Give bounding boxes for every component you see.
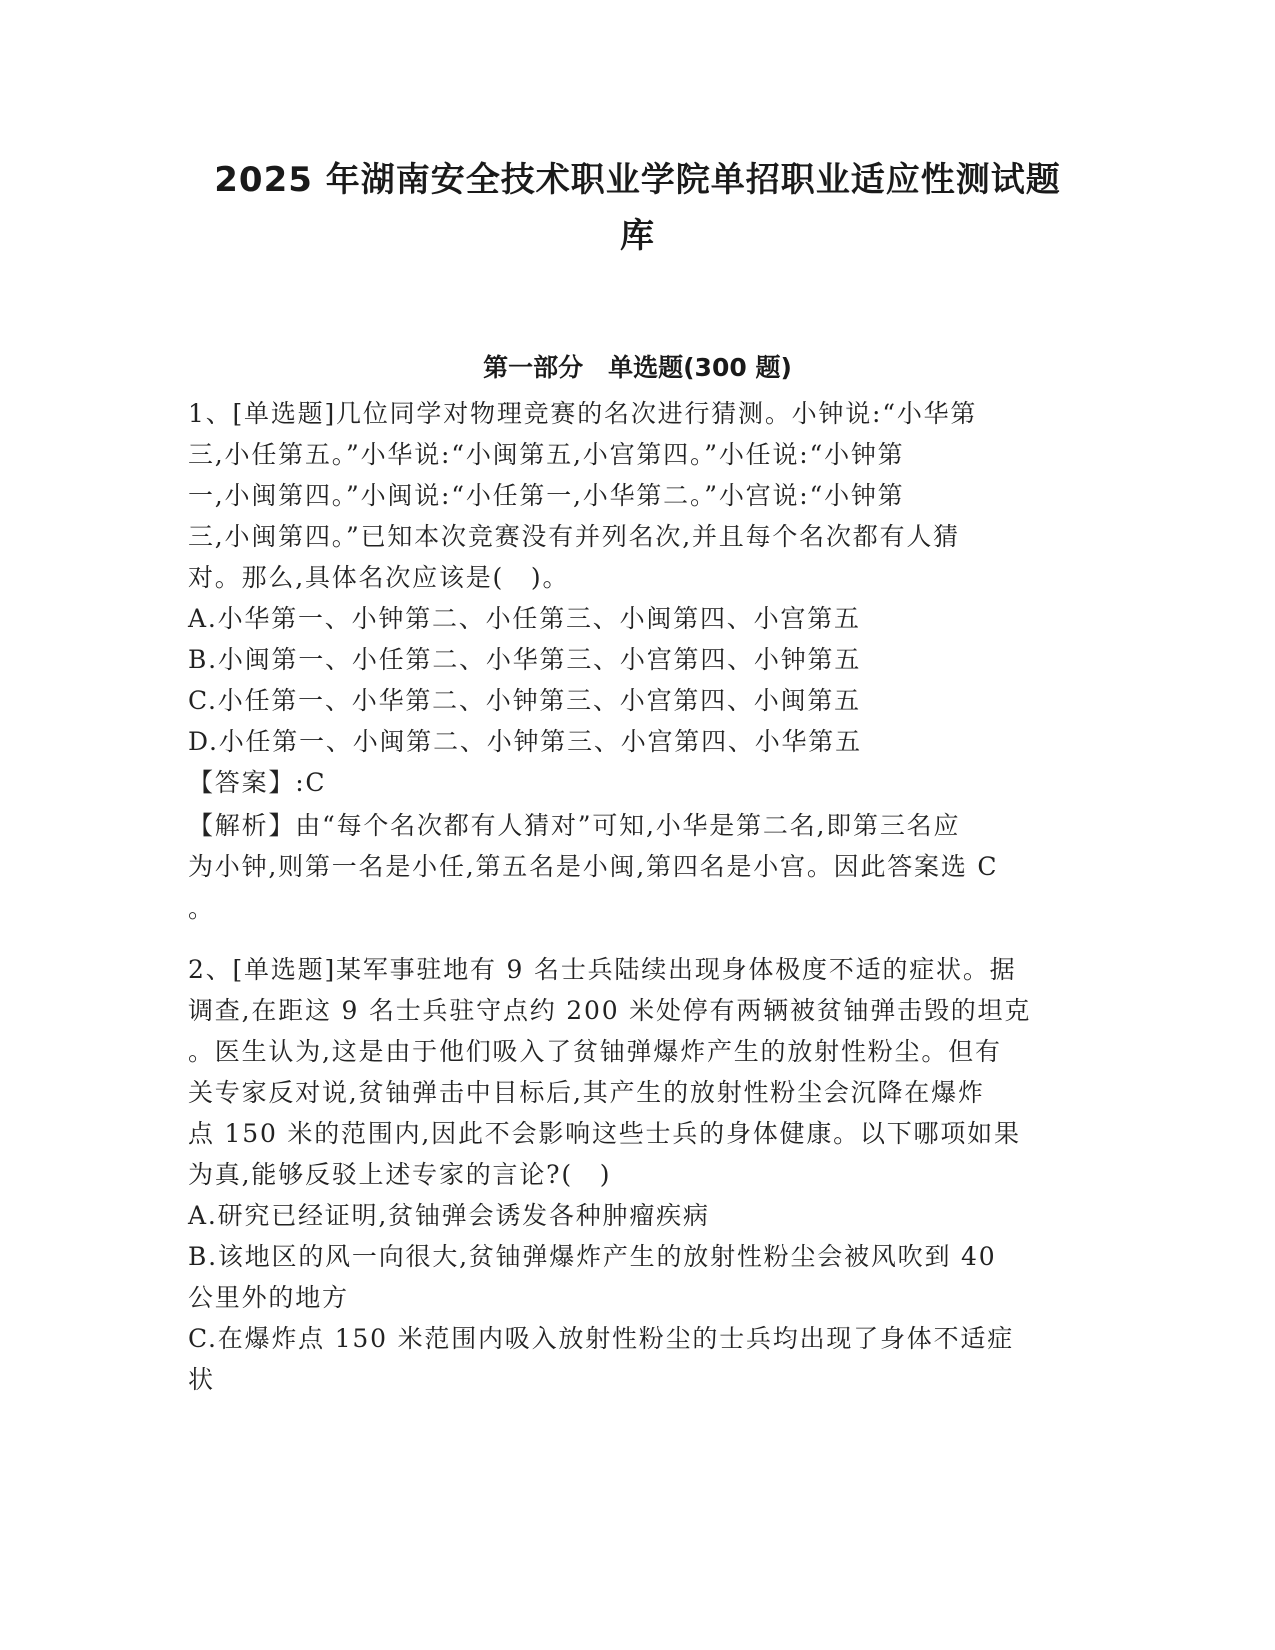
question-1-analysis-line-3: 。: [188, 894, 215, 923]
document-title-line-1: 2025 年湖南安全技术职业学院单招职业适应性测试题: [214, 160, 1061, 200]
question-1-analysis-line-2: 为小钟,则第一名是小任,第五名是小闽,第四名是小宫。因此答案选 C: [188, 852, 999, 881]
question-1-answer: 【答案】:C: [188, 768, 327, 797]
question-2-stem-line-6: 为真,能够反驳上述专家的言论?( ): [188, 1160, 612, 1189]
document-title-line-2: 库: [620, 216, 655, 256]
question-2-option-b-line-2: 公里外的地方: [188, 1283, 349, 1312]
question-1-option-c: C.小任第一、小华第二、小钟第三、小宫第四、小闽第五: [188, 686, 861, 715]
question-1-stem-line-1: 1、[单选题]几位同学对物理竞赛的名次进行猜测。小钟说:“小华第: [188, 399, 978, 428]
question-1-option-b: B.小闽第一、小任第二、小华第三、小宫第四、小钟第五: [188, 645, 862, 674]
question-2-stem-line-4: 关专家反对说,贫铀弹击中目标后,其产生的放射性粉尘会沉降在爆炸: [188, 1078, 985, 1107]
question-2-stem-line-1: 2、[单选题]某军事驻地有 9 名士兵陆续出现身体极度不适的症状。据: [188, 955, 1017, 984]
question-2-option-b-line-1: B.该地区的风一向很大,贫铀弹爆炸产生的放射性粉尘会被风吹到 40: [188, 1242, 997, 1271]
question-1-analysis-line-1: 【解析】由“每个名次都有人猜对”可知,小华是第二名,即第三名应: [188, 811, 961, 840]
question-1-stem-line-4: 三,小闽第四。”已知本次竞赛没有并列名次,并且每个名次都有人猜: [188, 522, 960, 551]
question-1-stem-line-2: 三,小任第五。”小华说:“小闽第五,小宫第四。”小任说:“小钟第: [188, 440, 905, 469]
question-1-option-a: A.小华第一、小钟第二、小任第三、小闽第四、小宫第五: [188, 604, 861, 633]
question-2-option-c-line-1: C.在爆炸点 150 米范围内吸入放射性粉尘的士兵均出现了身体不适症: [188, 1324, 1014, 1353]
question-1-stem-line-3: 一,小闽第四。”小闽说:“小任第一,小华第二。”小宫说:“小钟第: [188, 481, 905, 510]
question-2-option-a: A.研究已经证明,贫铀弹会诱发各种肿瘤疾病: [188, 1201, 710, 1230]
question-2-option-c-line-2: 状: [188, 1365, 215, 1394]
section-heading: 第一部分 单选题(300 题): [483, 353, 792, 382]
question-1-option-d: D.小任第一、小闽第二、小钟第三、小宫第四、小华第五: [188, 727, 862, 756]
question-1-stem-line-5: 对。那么,具体名次应该是( )。: [188, 563, 570, 592]
question-2-stem-line-2: 调查,在距这 9 名士兵驻守点约 200 米处停有两辆被贫铀弹击毁的坦克: [188, 996, 1032, 1025]
question-2-stem-line-5: 点 150 米的范围内,因此不会影响这些士兵的身体健康。以下哪项如果: [188, 1119, 1021, 1148]
question-2-stem-line-3: 。医生认为,这是由于他们吸入了贫铀弹爆炸产生的放射性粉尘。但有: [188, 1037, 1002, 1066]
